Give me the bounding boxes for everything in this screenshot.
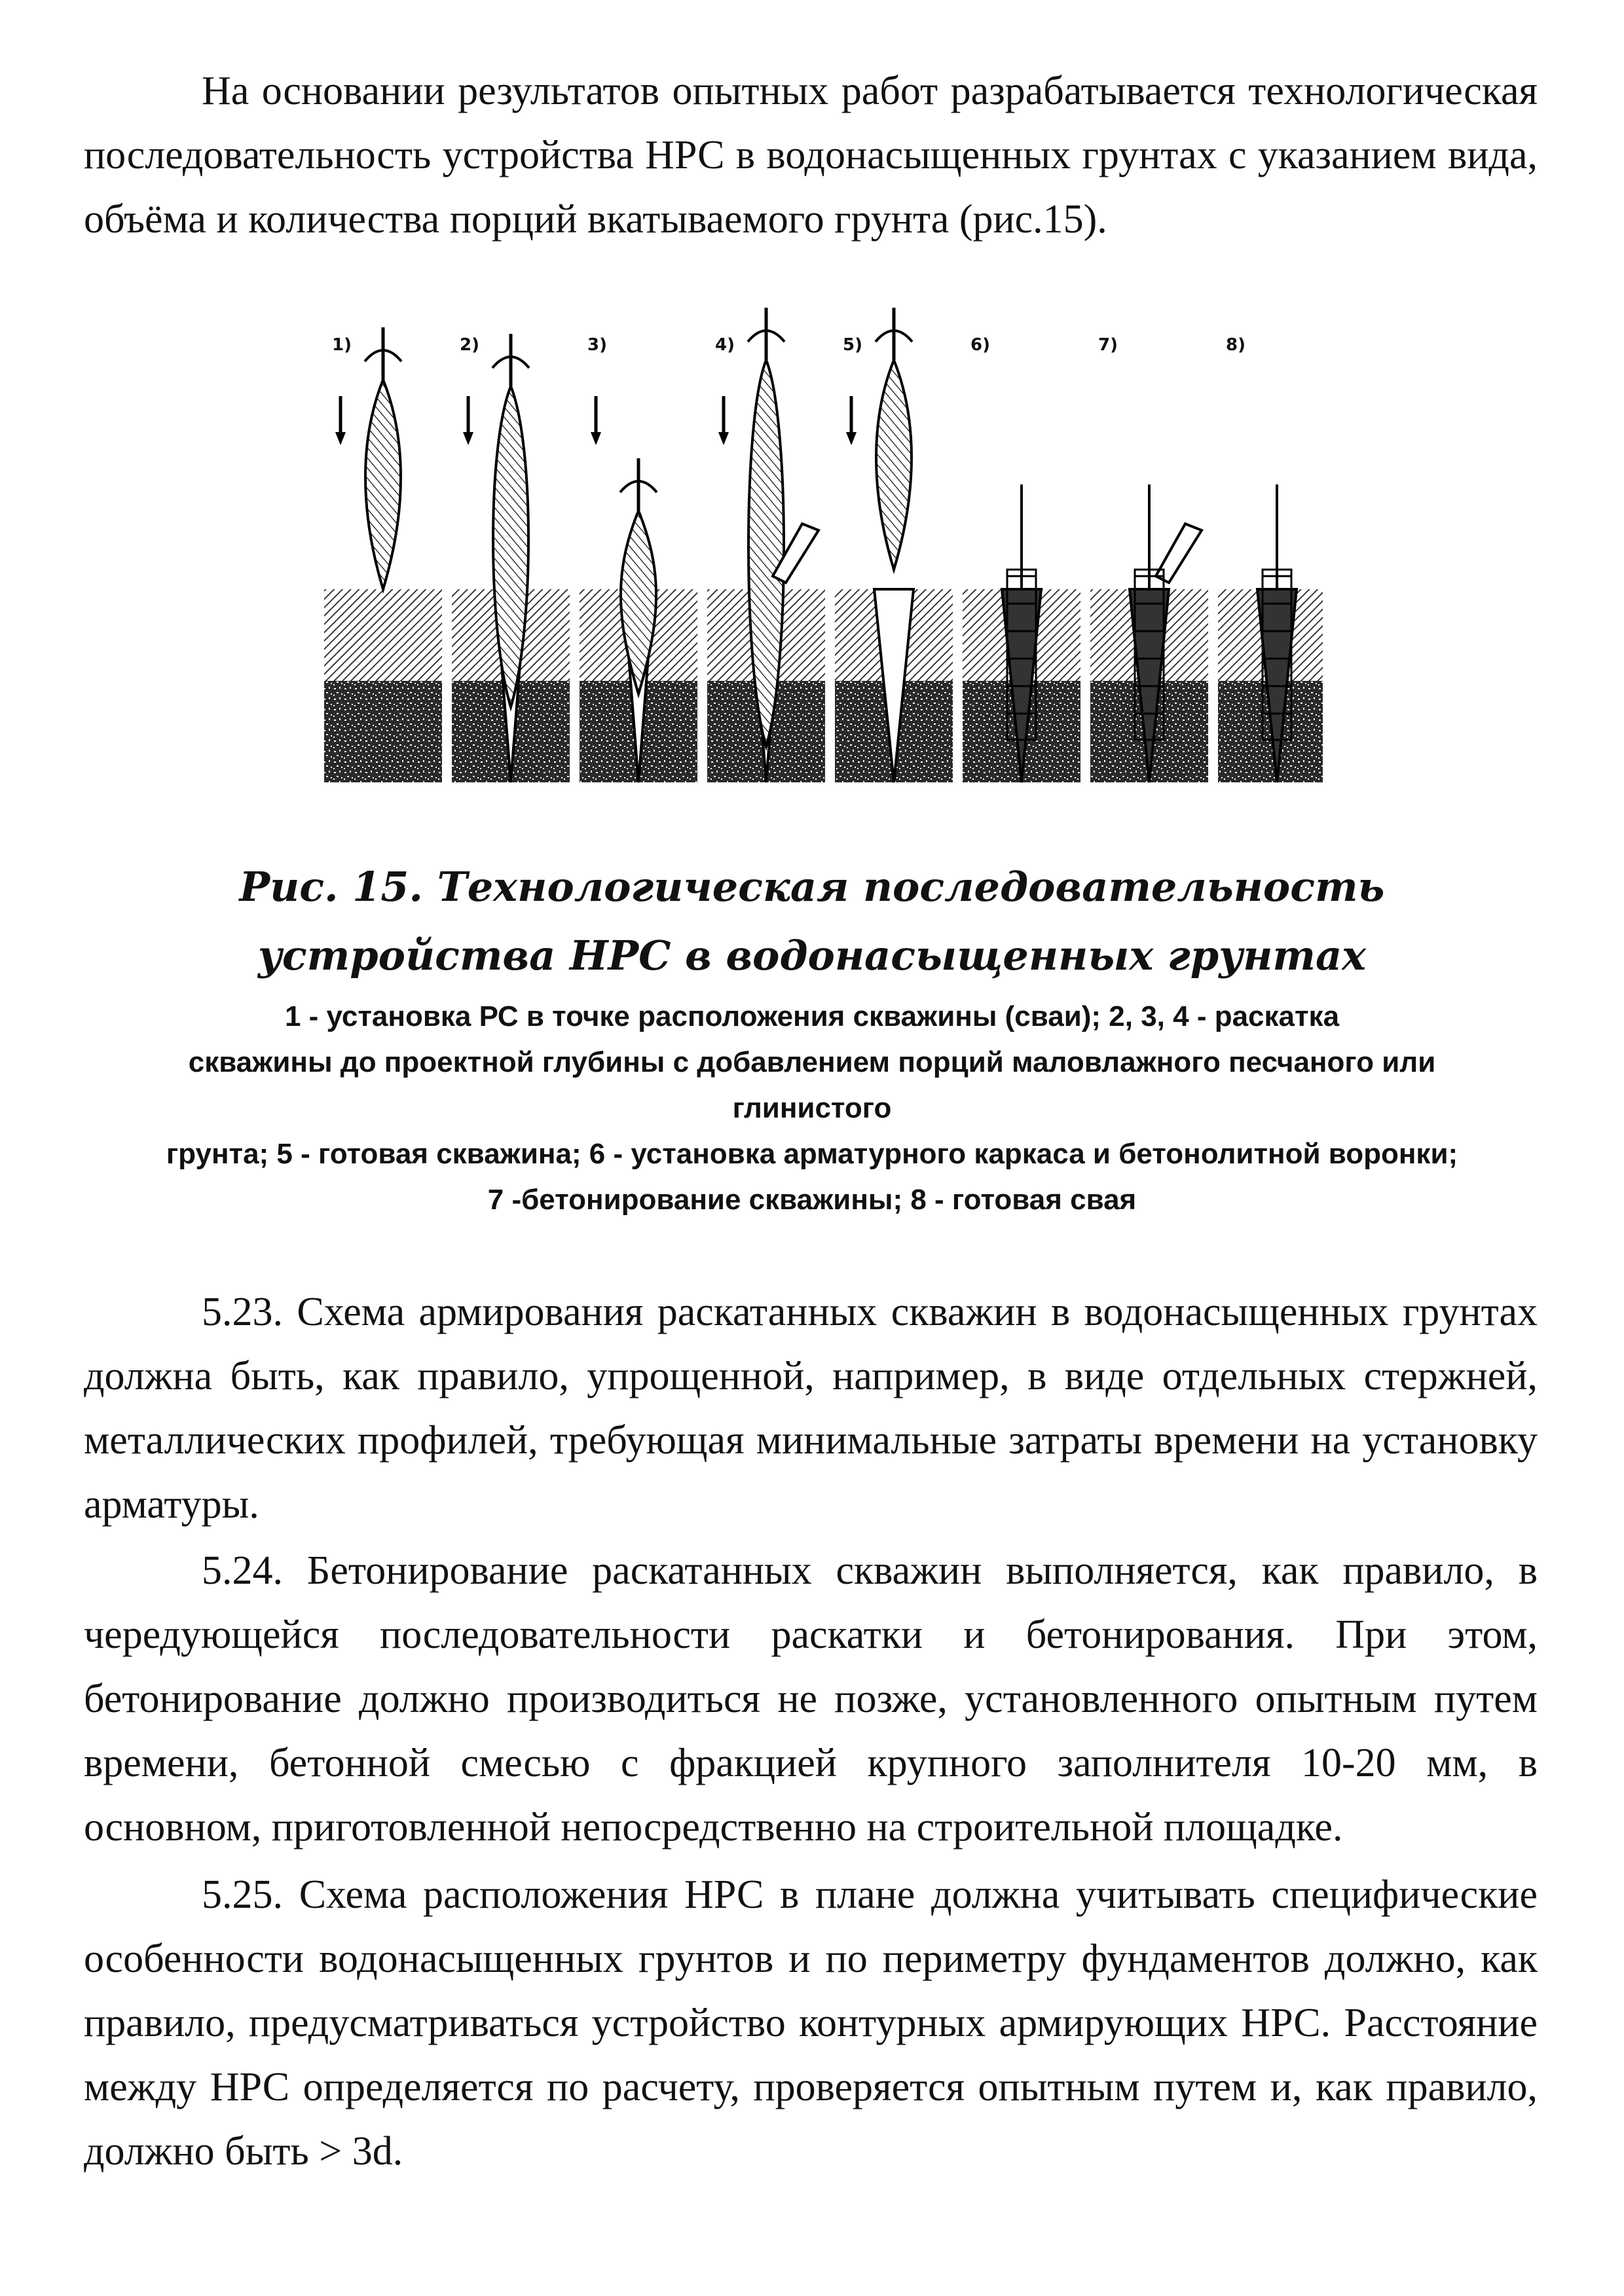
caption-line: скважины до проектной глубины с добавлением порций маловлажного песчаного или глинистого xyxy=(188,1046,1436,1124)
paragraph-5-24 xyxy=(84,1539,1538,1859)
step-label: 5) xyxy=(843,335,862,355)
paragraph-5-25 xyxy=(84,1863,1538,2183)
step-label: 4) xyxy=(715,335,735,355)
figure-caption-legend xyxy=(124,994,1500,1223)
paragraph-5-23 xyxy=(84,1280,1538,1537)
step-2 xyxy=(452,334,570,782)
step-6 xyxy=(963,335,1080,782)
caption-line: 1 - установка РС в точке расположения скважины (сваи); 2, 3, 4 - раскатка xyxy=(284,1000,1340,1032)
paragraph-5-23-text: 5.23. Схема армирования раскатанных скважин в водонасыщенных грунтах должна быть, как правило, упрощенной, например, в виде отдельных стержней, металлических профилей, требующая минимальные затраты времени на установку арматуры. xyxy=(84,1290,1538,1527)
paragraph-5-24-text: 5.24. Бетонирование раскатанных скважин выполняется, как правило, в чередующейся последовательности раскатки и бетонирования. При этом, бетонирование должно производиться не позже, установленного опытным путем времени, бетонной смесью с фракцией крупного заполнителя 10-20 мм, в основном, приготовленной непосредственно на строительной площадке. xyxy=(84,1548,1538,1850)
step-label: 2) xyxy=(460,335,479,355)
figure-15 xyxy=(301,288,1323,786)
motion-arrowhead xyxy=(591,432,601,445)
step-1 xyxy=(324,327,442,782)
intro-paragraph xyxy=(84,59,1538,251)
figure-caption-title: Рис. 15. Технологическая последовательность xyxy=(239,863,1385,911)
step-8 xyxy=(1218,335,1323,782)
technology-sequence-diagram xyxy=(301,288,1323,786)
motion-arrowhead xyxy=(846,432,857,445)
paragraph-5-25-text: 5.25. Схема расположения НРС в плане должна учитывать специфические особенности водонасыщенных грунтов и по периметру фундаментов должно, как правило, предусматриваться устройство контурных армирующих НРС. Расстояние между НРС определяется по расчету, проверяется опытным путем и, как правило, должно быть > 3d. xyxy=(84,1872,1538,2174)
motion-arrowhead xyxy=(463,432,473,445)
intro-text: На основании результатов опытных работ разрабатывается технологическая последовательность устройства НРС в водонасыщенных грунтах с указанием вида, объёма и количества порций вкатываемого грунта (рис.15). xyxy=(84,69,1538,242)
step-label: 1) xyxy=(332,335,352,355)
step-3 xyxy=(580,335,697,782)
step-4 xyxy=(707,308,825,782)
roller-body xyxy=(876,360,912,570)
figure-caption-subtitle: устройства НРС в водонасыщенных грунтах xyxy=(257,932,1367,979)
caption-line: 7 -бетонирование скважины; 8 - готовая свая xyxy=(487,1184,1137,1216)
motion-arrowhead xyxy=(335,432,346,445)
motion-arrowhead xyxy=(718,432,729,445)
soil-layer-upper xyxy=(324,589,442,681)
caption-line: грунта; 5 - готовая скважина; 6 - установка арматурного каркаса и бетонолитной воронки; xyxy=(166,1138,1458,1170)
step-label: 6) xyxy=(970,335,990,355)
soil-layer-saturated xyxy=(324,681,442,782)
step-label: 8) xyxy=(1226,335,1246,355)
roller-body xyxy=(365,380,401,589)
step-label: 7) xyxy=(1098,335,1118,355)
step-7 xyxy=(1090,335,1208,782)
step-5 xyxy=(835,308,953,782)
step-label: 3) xyxy=(587,335,607,355)
